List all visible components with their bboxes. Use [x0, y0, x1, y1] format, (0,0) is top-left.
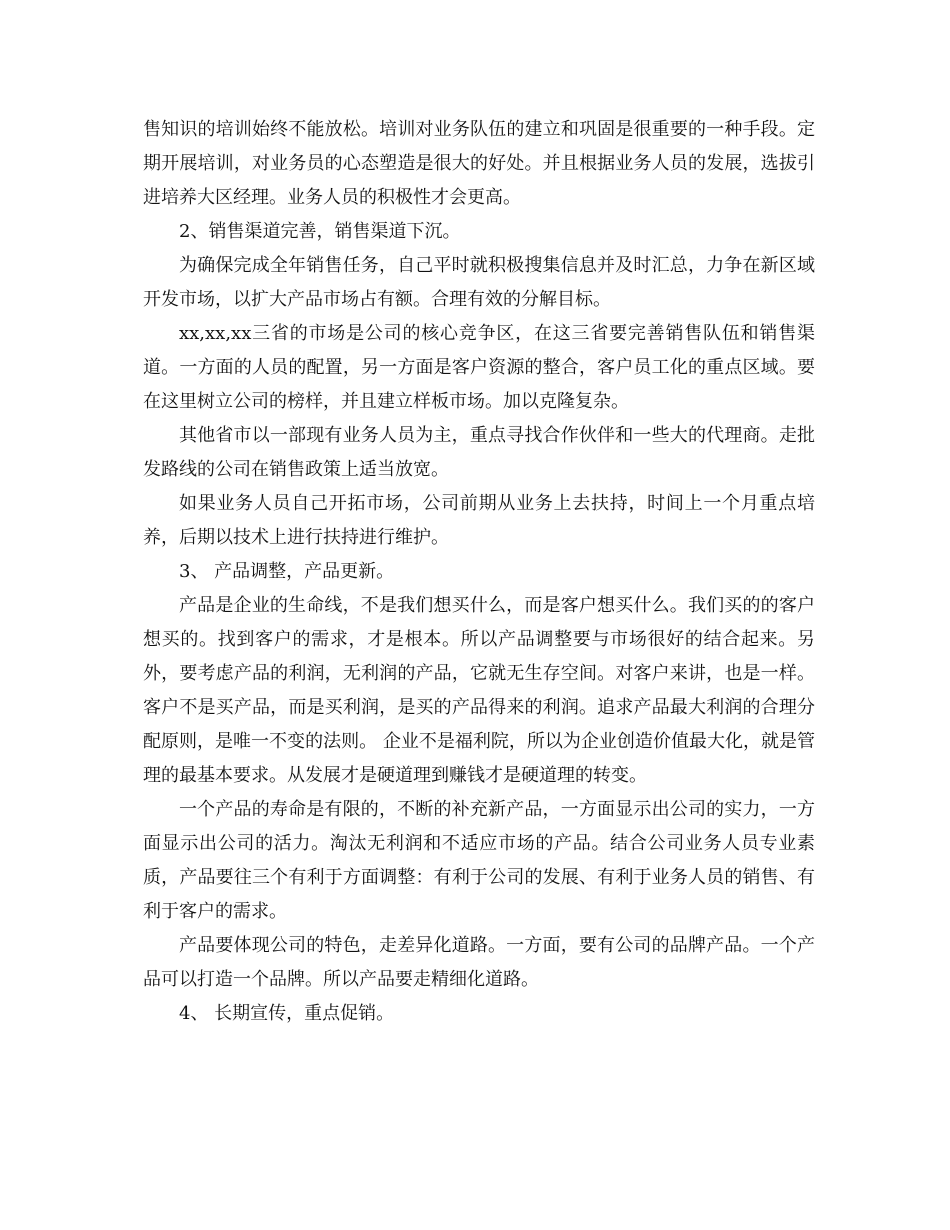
paragraph-9: 一个产品的寿命是有限的，不断的补充新产品，一方面显示出公司的实力，一方面显示出公司的活力。淘汰无利润和不适应市场的产品。结合公司业务人员专业素质，产品要往三个有利于方面调整：有利于公司的发展、有利于业务人员的销售、有利于客户的需求。: [143, 799, 815, 922]
paragraph-8: 产品是企业的生命线，不是我们想买什么，而是客户想买什么。我们买的的客户想买的。找到客户的需求，才是根本。所以产品调整要与市场很好的结合起来。另外，要考虑产品的利润，无利润的产品，它就无生存空间。对客户来讲，也是一样。客户不是买产品，而是买利润，是买的产品得来的利润。追求产品最大利润的合理分配原则，是唯一不变的法则。 企业不是福利院，所以为企业创造价值最大化，就是管理的最基本要求。从发展才是硬道理到赚钱才是硬道理的转变。: [143, 595, 815, 786]
paragraph-10: 产品要体现公司的特色，走差异化道路。一方面，要有公司的品牌产品。一个产品可以打造一个品牌。所以产品要走精细化道路。: [143, 935, 815, 990]
paragraph-4: xx,xx,xx三省的市场是公司的核心竞争区，在这三省要完善销售队伍和销售渠道。一方面的人员的配置，另一方面是客户资源的整合，客户员工化的重点区域。要在这里树立公司的榜样，并且建立样板市场。加以克隆复杂。: [143, 323, 815, 412]
section-heading-2: 2、销售渠道完善，销售渠道下沉。: [179, 221, 461, 242]
section-heading-4: 4、 长期宣传，重点促销。: [179, 1003, 395, 1024]
paragraph-6: 如果业务人员自己开拓市场，公司前期从业务上去扶持，时间上一个月重点培养，后期以技术上进行扶持进行维护。: [143, 493, 815, 548]
section-heading-3: 3、 产品调整，产品更新。: [179, 561, 395, 582]
paragraph-5: 其他省市以一部现有业务人员为主，重点寻找合作伙伴和一些大的代理商。走批发路线的公司在销售政策上适当放宽。: [143, 425, 815, 480]
paragraph-3: 为确保完成全年销售任务，自己平时就积极搜集信息并及时汇总，力争在新区域开发市场，以扩大产品市场占有额。合理有效的分解目标。: [143, 255, 815, 310]
paragraph-1: 售知识的培训始终不能放松。培训对业务队伍的建立和巩固是很重要的一种手段。定期开展培训，对业务员的心态塑造是很大的好处。并且根据业务人员的发展，选拔引进培养大区经理。业务人员的积极性才会更高。: [143, 119, 815, 208]
document-body: [143, 113, 815, 1031]
